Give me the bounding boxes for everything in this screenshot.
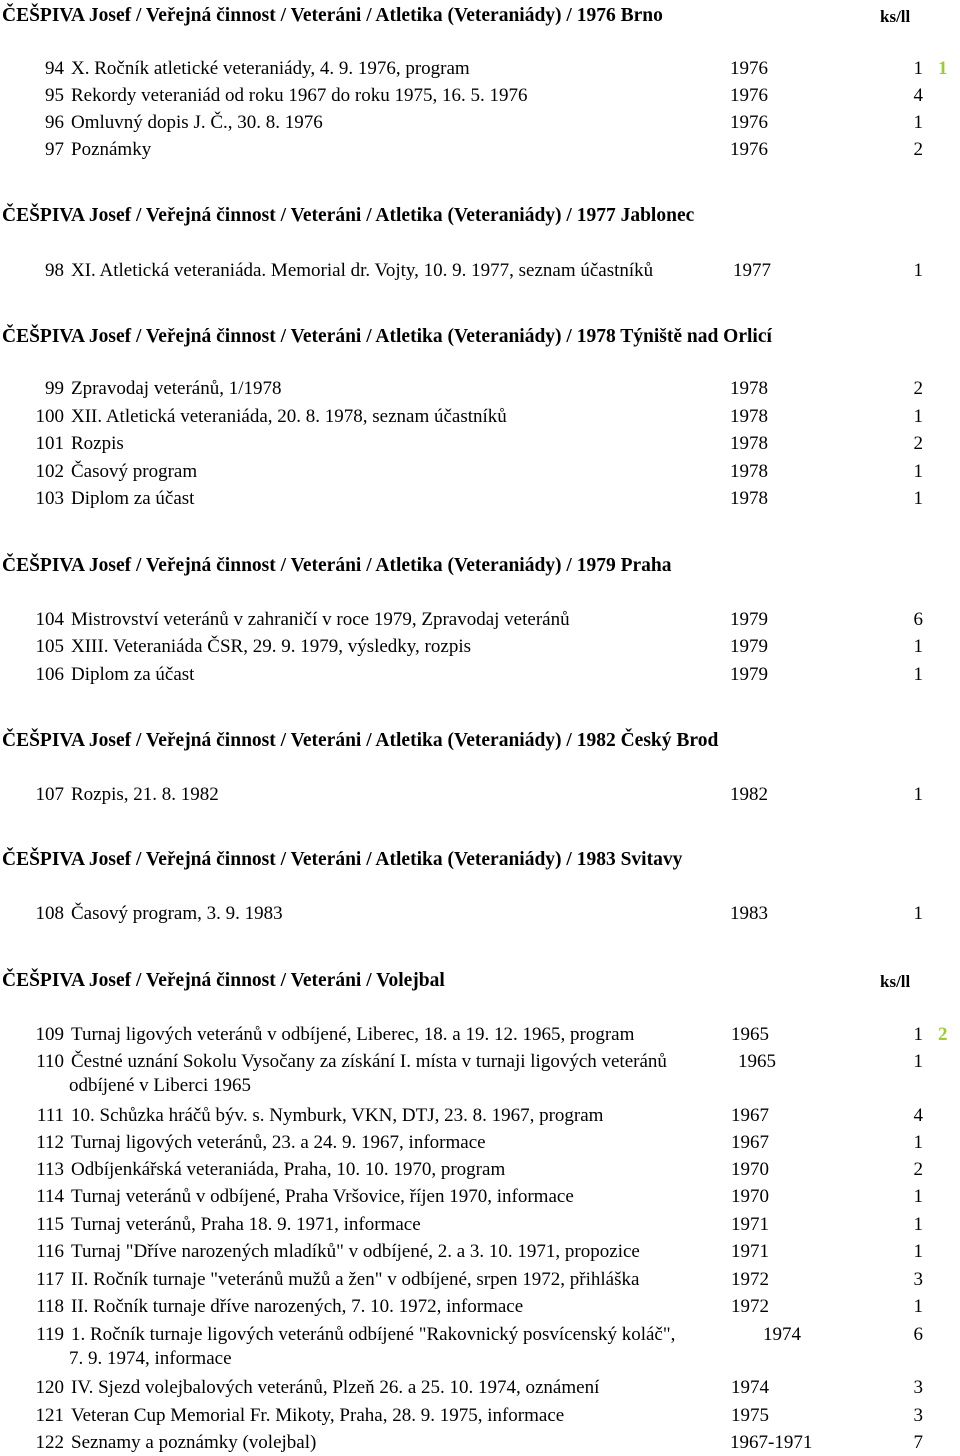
ks-ll-label: ks/ll <box>880 7 911 26</box>
item-number: 103 <box>35 488 64 509</box>
item-year: 1978 <box>730 433 768 454</box>
item-description: Seznamy a poznámky (volejbal) <box>71 1432 317 1453</box>
item-count: 1 <box>913 260 923 281</box>
list-item <box>0 59 960 81</box>
item-year: 1979 <box>730 636 768 657</box>
section-heading: ČEŠPIVA Josef / Veřejná činnost / Veteráni / Atletika (Veteraniády) / 1983 Svitavy <box>2 849 683 870</box>
item-count: 1 <box>913 1296 923 1317</box>
item-number: 96 <box>45 112 64 133</box>
item-year: 1974 <box>763 1324 801 1345</box>
item-year: 1977 <box>733 260 771 281</box>
item-description: Poznámky <box>71 139 152 160</box>
box-number: 1 <box>938 58 948 79</box>
item-count: 4 <box>913 1105 923 1126</box>
item-number: 120 <box>35 1377 64 1398</box>
item-count: 1 <box>913 636 923 657</box>
item-count: 2 <box>913 378 923 399</box>
item-count: 7 <box>913 1432 923 1453</box>
item-count: 4 <box>913 85 923 106</box>
item-count: 1 <box>913 406 923 427</box>
item-year: 1983 <box>730 903 768 924</box>
item-number: 117 <box>36 1269 64 1290</box>
item-description: Mistrovství veteránů v zahraničí v roce 1979, Zpravodaj veteránů <box>71 609 570 630</box>
item-number: 100 <box>35 406 64 427</box>
item-number: 104 <box>35 609 64 630</box>
item-number: 98 <box>45 260 64 281</box>
item-description-continued: odbíjené v Liberci 1965 <box>69 1075 252 1096</box>
list-item <box>0 665 960 687</box>
item-count: 2 <box>913 139 923 160</box>
item-year: 1982 <box>730 784 768 805</box>
item-year: 1967-1971 <box>730 1432 813 1453</box>
item-number: 121 <box>35 1405 64 1426</box>
item-number: 115 <box>36 1214 64 1235</box>
item-number: 114 <box>36 1186 64 1207</box>
item-year: 1970 <box>731 1186 769 1207</box>
list-item <box>0 1187 960 1209</box>
item-description: Veteran Cup Memorial Fr. Mikoty, Praha, 28. 9. 1975, informace <box>71 1405 565 1426</box>
list-item <box>0 1378 960 1400</box>
item-description: Rozpis, 21. 8. 1982 <box>71 784 219 805</box>
item-description: Časový program, 3. 9. 1983 <box>71 903 283 924</box>
item-year: 1976 <box>730 139 768 160</box>
item-number: 95 <box>45 85 64 106</box>
list-item <box>0 1106 960 1128</box>
item-number: 105 <box>35 636 64 657</box>
item-count: 1 <box>913 112 923 133</box>
section-heading: ČEŠPIVA Josef / Veřejná činnost / Veteráni / Volejbal <box>2 970 445 991</box>
item-number: 111 <box>36 1105 64 1126</box>
section-heading: ČEŠPIVA Josef / Veřejná činnost / Veteráni / Atletika (Veteraniády) / 1976 Brno <box>2 5 663 26</box>
item-description: Turnaj veteránů v odbíjené, Praha Vršovice, říjen 1970, informace <box>71 1186 574 1207</box>
item-count: 1 <box>913 1132 923 1153</box>
list-item <box>0 261 960 283</box>
item-number: 122 <box>35 1432 64 1453</box>
item-number: 94 <box>45 58 64 79</box>
item-description: XIII. Veteraniáda ČSR, 29. 9. 1979, výsledky, rozpis <box>71 636 471 657</box>
box-number: 2 <box>938 1024 948 1045</box>
item-description: Omluvný dopis J. Č., 30. 8. 1976 <box>71 112 323 133</box>
item-number: 97 <box>45 139 64 160</box>
list-item <box>0 637 960 659</box>
list-item <box>0 86 960 108</box>
item-description: Diplom za účast <box>71 488 195 509</box>
item-count: 3 <box>913 1377 923 1398</box>
item-description: Čestné uznání Sokolu Vysočany za získání I. místa v turnaji ligových veteránů <box>71 1051 667 1072</box>
item-year: 1976 <box>730 112 768 133</box>
item-count: 1 <box>913 1024 923 1045</box>
item-description: II. Ročník turnaje dříve narozených, 7. 10. 1972, informace <box>71 1296 524 1317</box>
section-heading: ČEŠPIVA Josef / Veřejná činnost / Veteráni / Atletika (Veteraniády) / 1982 Český Brod <box>2 730 719 751</box>
item-description: XI. Atletická veteraniáda. Memorial dr. Vojty, 10. 9. 1977, seznam účastníků <box>71 260 654 281</box>
item-number: 116 <box>36 1241 64 1262</box>
item-description: Rozpis <box>71 433 124 454</box>
list-item <box>0 113 960 135</box>
item-description: II. Ročník turnaje "veteránů mužů a žen" v odbíjené, srpen 1972, přihláška <box>71 1269 640 1290</box>
item-number: 110 <box>36 1051 64 1072</box>
item-description: Diplom za účast <box>71 664 195 685</box>
item-count: 1 <box>913 903 923 924</box>
item-number: 118 <box>36 1296 64 1317</box>
item-description: Odbíjenkářská veteraniáda, Praha, 10. 10. 1970, program <box>71 1159 506 1180</box>
item-year: 1976 <box>730 58 768 79</box>
section-heading: ČEŠPIVA Josef / Veřejná činnost / Veteráni / Atletika (Veteraniády) / 1979 Praha <box>2 555 672 576</box>
list-item <box>0 904 960 926</box>
item-number: 106 <box>35 664 64 685</box>
section-heading: ČEŠPIVA Josef / Veřejná činnost / Veteráni / Atletika (Veteraniády) / 1978 Týniště nad Orlicí <box>2 326 772 347</box>
item-count: 2 <box>913 433 923 454</box>
item-description: Turnaj ligových veteránů, 23. a 24. 9. 1967, informace <box>71 1132 486 1153</box>
item-description: Turnaj ligových veteránů v odbíjené, Liberec, 18. a 19. 12. 1965, program <box>71 1024 635 1045</box>
list-item <box>0 1133 960 1155</box>
item-year: 1971 <box>731 1214 769 1235</box>
list-item <box>0 140 960 162</box>
item-year: 1976 <box>730 85 768 106</box>
item-year: 1972 <box>731 1269 769 1290</box>
item-description: X. Ročník atletické veteraniády, 4. 9. 1976, program <box>71 58 470 79</box>
item-count: 1 <box>913 1186 923 1207</box>
item-number: 107 <box>35 784 64 805</box>
item-count: 1 <box>913 461 923 482</box>
item-count: 1 <box>913 488 923 509</box>
item-count: 1 <box>913 1214 923 1235</box>
item-year: 1967 <box>731 1132 769 1153</box>
list-item <box>0 1160 960 1182</box>
list-item <box>0 1025 960 1047</box>
item-year: 1975 <box>731 1405 769 1426</box>
list-item <box>0 1406 960 1428</box>
item-year: 1979 <box>730 609 768 630</box>
item-year: 1974 <box>731 1377 769 1398</box>
ks-ll-label: ks/ll <box>880 972 911 991</box>
item-year: 1971 <box>731 1241 769 1262</box>
item-description: 10. Schůzka hráčů býv. s. Nymburk, VKN, DTJ, 23. 8. 1967, program <box>71 1105 604 1126</box>
item-description: 1. Ročník turnaje ligových veteránů odbíjené "Rakovnický posvícenský koláč", <box>71 1324 676 1345</box>
item-number: 101 <box>35 433 64 454</box>
item-count: 1 <box>913 1241 923 1262</box>
list-item <box>0 407 960 429</box>
item-description: Turnaj "Dříve narozených mladíků" v odbíjené, 2. a 3. 10. 1971, propozice <box>71 1241 640 1262</box>
item-number: 109 <box>35 1024 64 1045</box>
item-description: XII. Atletická veteraniáda, 20. 8. 1978, seznam účastníků <box>71 406 507 427</box>
item-year: 1978 <box>730 488 768 509</box>
list-item <box>0 1297 960 1319</box>
item-year: 1978 <box>730 378 768 399</box>
item-description: Turnaj veteránů, Praha 18. 9. 1971, informace <box>71 1214 421 1235</box>
list-item <box>0 1051 960 1096</box>
item-count: 1 <box>913 1051 923 1072</box>
list-item <box>0 785 960 807</box>
item-number: 113 <box>36 1159 64 1180</box>
item-count: 1 <box>913 784 923 805</box>
item-year: 1978 <box>730 461 768 482</box>
item-year: 1978 <box>730 406 768 427</box>
item-count: 2 <box>913 1159 923 1180</box>
list-item <box>0 1215 960 1237</box>
list-item <box>0 610 960 632</box>
list-item <box>0 489 960 511</box>
item-number: 102 <box>35 461 64 482</box>
item-number: 108 <box>35 903 64 924</box>
list-item <box>0 1242 960 1264</box>
item-description: IV. Sjezd volejbalových veteránů, Plzeň 26. a 25. 10. 1974, oznámení <box>71 1377 600 1398</box>
list-item <box>0 1270 960 1292</box>
item-year: 1979 <box>730 664 768 685</box>
section-heading: ČEŠPIVA Josef / Veřejná činnost / Veteráni / Atletika (Veteraniády) / 1977 Jablonec <box>2 205 695 226</box>
item-description: Rekordy veteraniád od roku 1967 do roku 1975, 16. 5. 1976 <box>71 85 528 106</box>
item-count: 6 <box>913 1324 923 1345</box>
item-count: 1 <box>913 58 923 79</box>
item-count: 3 <box>913 1269 923 1290</box>
item-number: 99 <box>45 378 64 399</box>
list-item <box>0 462 960 484</box>
item-number: 112 <box>36 1132 64 1153</box>
item-year: 1965 <box>731 1024 769 1045</box>
item-count: 1 <box>913 664 923 685</box>
list-item <box>0 1433 960 1455</box>
item-year: 1965 <box>738 1051 776 1072</box>
list-item <box>0 379 960 401</box>
item-description-continued: 7. 9. 1974, informace <box>69 1348 232 1369</box>
item-year: 1970 <box>731 1159 769 1180</box>
item-year: 1972 <box>731 1296 769 1317</box>
list-item <box>0 434 960 456</box>
item-number: 119 <box>36 1324 64 1345</box>
item-count: 3 <box>913 1405 923 1426</box>
item-year: 1967 <box>731 1105 769 1126</box>
item-count: 6 <box>913 609 923 630</box>
list-item <box>0 1324 960 1369</box>
item-description: Zpravodaj veteránů, 1/1978 <box>71 378 282 399</box>
item-description: Časový program <box>71 461 198 482</box>
